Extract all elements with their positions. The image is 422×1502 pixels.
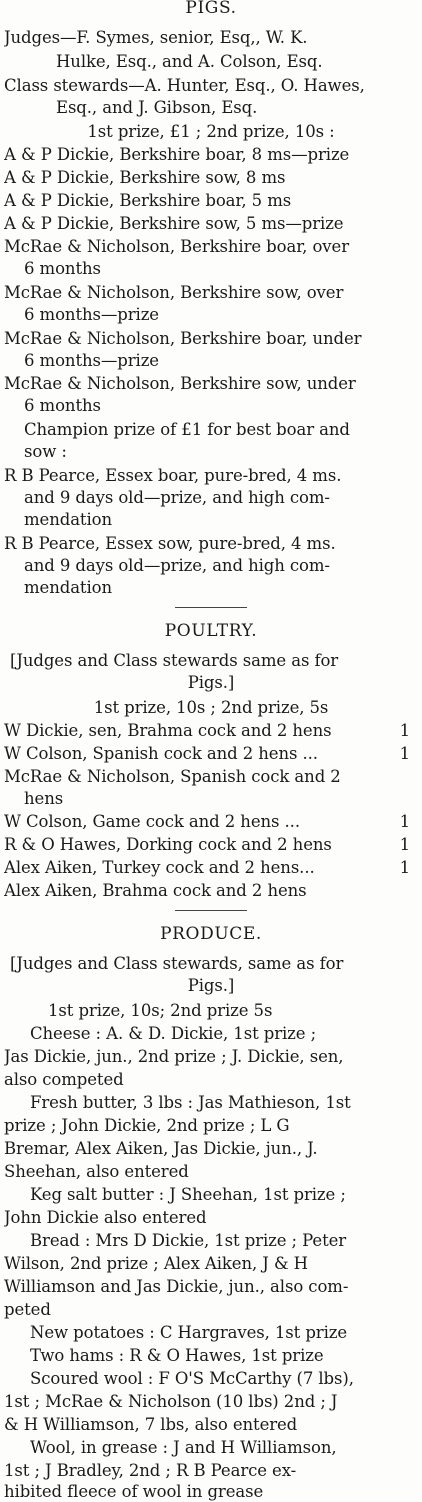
produce-line: Bread : Mrs D Dickie, 1st prize ; Peter <box>30 1231 347 1250</box>
produce-line: Wool, in grease : J and H Williamson, <box>30 1438 337 1457</box>
pigs-entry: 6 months <box>24 396 101 415</box>
produce-line: Cheese : A. & D. Dickie, 1st prize ; <box>30 1024 317 1043</box>
pigs-judges-line: Hulke, Esq., and A. Colson, Esq. <box>56 52 323 71</box>
pigs-entry: McRae & Nicholson, Berkshire boar, over <box>4 237 349 256</box>
produce-judges-line: [Judges and Class stewards, same as for <box>10 954 344 973</box>
poultry-judges-line: [Judges and Class stewards same as for <box>10 651 339 670</box>
poultry-entry-num: 1 <box>399 812 410 831</box>
produce-line: John Dickie also entered <box>4 1208 207 1227</box>
section-divider <box>175 607 247 608</box>
pigs-heading: PIGS. <box>185 0 237 18</box>
pigs-champion-entry: mendation <box>24 510 113 529</box>
poultry-heading: POULTRY. <box>164 621 258 641</box>
pigs-entry: A & P Dickie, Berkshire sow, 5 ms—prize <box>4 214 344 233</box>
produce-line: Williamson and Jas Dickie, jun., also com- <box>4 1277 349 1296</box>
pigs-stewards-line: Esq., and J. Gibson, Esq. <box>56 98 258 117</box>
poultry-entry <box>4 835 418 855</box>
pigs-champion: sow : <box>24 442 67 461</box>
pigs-champion-entry: R B Pearce, Essex boar, pure-bred, 4 ms. <box>4 466 342 485</box>
pigs-champion-entry: and 9 days old—prize, and high com- <box>24 488 330 507</box>
poultry-entry-text: McRae & Nicholson, Spanish cock and 2 <box>4 767 341 786</box>
pigs-entry: 6 months <box>24 259 101 278</box>
poultry-prizes: 1st prize, 10s ; 2nd prize, 5s <box>93 698 329 717</box>
poultry-entry <box>4 721 418 741</box>
poultry-entry-num: 1 <box>399 721 410 740</box>
pigs-champion: Champion prize of £1 for best boar and <box>24 420 350 439</box>
pigs-entry: 6 months—prize <box>24 351 159 370</box>
produce-line: peted <box>4 1300 51 1319</box>
pigs-judges-line: Judges—F. Symes, senior, Esq,, W. K. <box>4 28 308 47</box>
produce-line: Bremar, Alex Aiken, Jas Dickie, jun., J. <box>4 1139 318 1158</box>
pigs-champion-entry: mendation <box>24 578 113 597</box>
produce-line: Two hams : R & O Hawes, 1st prize <box>30 1346 324 1365</box>
produce-line: also competed <box>4 1070 124 1089</box>
pigs-prizes: 1st prize, £1 ; 2nd prize, 10s : <box>87 122 335 141</box>
produce-line: Scoured wool : F O'S McCarthy (7 lbs), <box>30 1369 354 1388</box>
pigs-entry: A & P Dickie, Berkshire boar, 8 ms—prize <box>4 145 350 164</box>
produce-line: 1st ; J Bradley, 2nd ; R B Pearce ex- <box>4 1461 297 1480</box>
pigs-entry: McRae & Nicholson, Berkshire sow, over <box>4 283 344 302</box>
produce-line: hibited fleece of wool in grease <box>4 1482 264 1501</box>
poultry-entry-text: W Dickie, sen, Brahma cock and 2 hens <box>4 721 332 740</box>
produce-line: Fresh butter, 3 lbs : Jas Mathieson, 1st <box>30 1093 351 1112</box>
produce-line: 1st ; McRae & Nicholson (10 lbs) 2nd ; J <box>4 1392 338 1411</box>
poultry-entry-text: Alex Aiken, Brahma cock and 2 hens <box>4 881 307 900</box>
produce-line: prize ; John Dickie, 2nd prize ; L G <box>4 1116 290 1135</box>
poultry-entry <box>4 744 418 764</box>
poultry-entry <box>4 789 418 809</box>
produce-line: Jas Dickie, jun., 2nd prize ; J. Dickie, sen, <box>4 1047 344 1066</box>
produce-line: Sheehan, also entered <box>4 1162 189 1181</box>
pigs-entry: A & P Dickie, Berkshire sow, 8 ms <box>4 168 286 187</box>
produce-judges-line: Pigs.] <box>187 976 235 995</box>
pigs-entry: McRae & Nicholson, Berkshire boar, under <box>4 329 362 348</box>
produce-line: New potatoes : C Hargraves, 1st prize <box>30 1323 348 1342</box>
poultry-entry-text: hens <box>24 789 64 808</box>
pigs-stewards-line: Class stewards—A. Hunter, Esq., O. Hawes, <box>4 76 365 95</box>
poultry-entry <box>4 767 418 787</box>
produce-line: Wilson, 2nd prize ; Alex Aiken, J & H <box>4 1254 308 1273</box>
poultry-entry <box>4 812 418 832</box>
poultry-entry-text: Alex Aiken, Turkey cock and 2 hens... <box>4 858 315 877</box>
poultry-entry-text: R & O Hawes, Dorking cock and 2 hens <box>4 835 332 854</box>
poultry-entry-text: W Colson, Game cock and 2 hens ... <box>4 812 300 831</box>
produce-prizes: 1st prize, 10s; 2nd prize 5s <box>48 1001 273 1020</box>
poultry-entry-num: 1 <box>399 858 410 877</box>
pigs-champion-entry: and 9 days old—prize, and high com- <box>24 556 330 575</box>
produce-line: & H Williamson, 7 lbs, also entered <box>4 1415 298 1434</box>
poultry-entry-num: 1 <box>399 835 410 854</box>
poultry-entry-num: 1 <box>399 744 410 763</box>
poultry-entry-text: W Colson, Spanish cock and 2 hens ... <box>4 744 318 763</box>
poultry-entry <box>4 858 418 878</box>
section-divider <box>175 910 247 911</box>
produce-line: Keg salt butter : J Sheehan, 1st prize ; <box>30 1185 346 1204</box>
poultry-judges-line: Pigs.] <box>187 673 235 692</box>
pigs-entry: A & P Dickie, Berkshire boar, 5 ms <box>4 191 292 210</box>
pigs-entry: McRae & Nicholson, Berkshire sow, under <box>4 374 356 393</box>
poultry-entry <box>4 881 418 901</box>
pigs-champion-entry: R B Pearce, Essex sow, pure-bred, 4 ms. <box>4 534 336 553</box>
pigs-entry: 6 months—prize <box>24 305 159 324</box>
produce-heading: PRODUCE. <box>160 924 262 944</box>
